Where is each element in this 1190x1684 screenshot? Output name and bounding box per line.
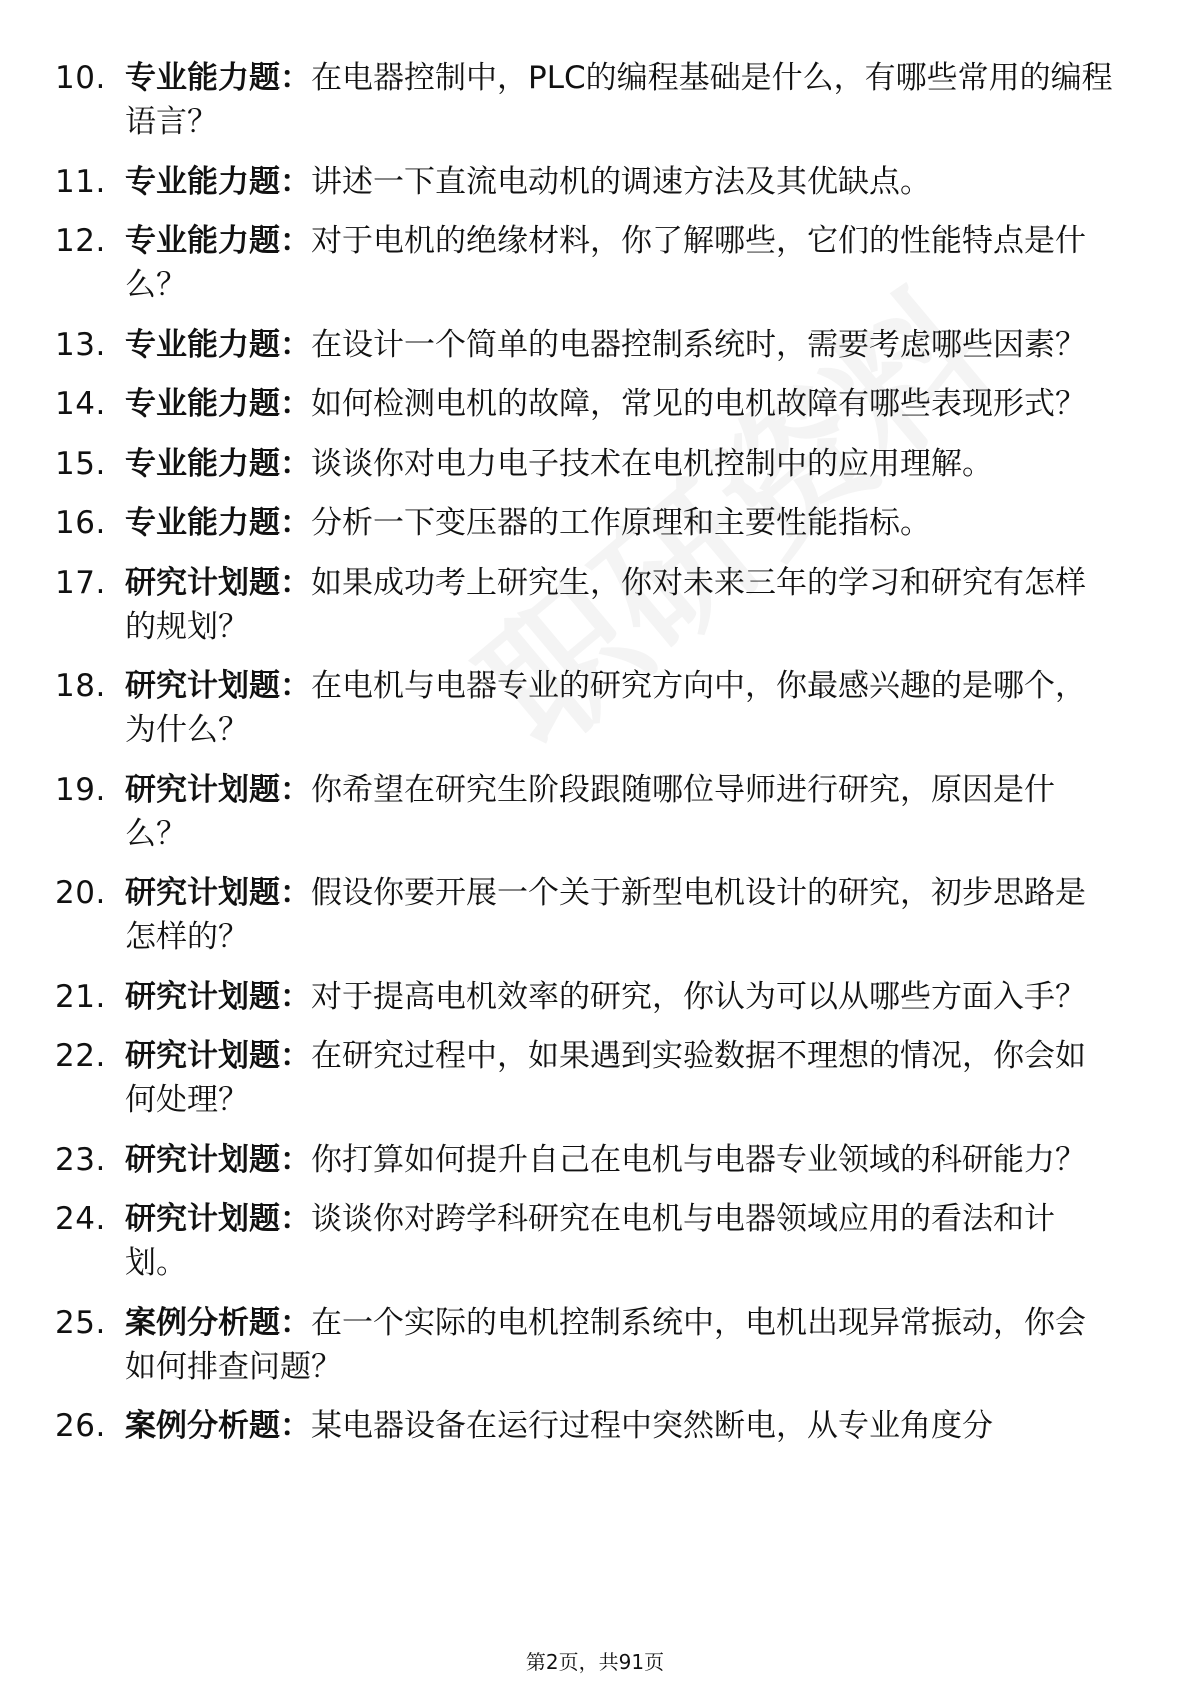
question-category: 研究计划题： bbox=[125, 875, 311, 911]
question-text: 在一个实际的电机控制系统中，电机出现异常振动，你会如何排查问题？ bbox=[125, 1304, 1086, 1385]
question-number: 14. bbox=[55, 386, 106, 422]
question-body bbox=[125, 442, 1115, 486]
question-text: 假设你要开展一个关于新型电机设计的研究，初步思路是怎样的？ bbox=[125, 875, 1086, 955]
question-category: 研究计划题： bbox=[125, 1201, 311, 1237]
question-text: 在研究过程中，如果遇到实验数据不理想的情况，你会如何处理？ bbox=[125, 1038, 1086, 1118]
question-category: 专业能力题： bbox=[125, 60, 311, 96]
question-category: 研究计划题： bbox=[125, 978, 311, 1015]
question-body bbox=[125, 871, 1115, 959]
question-text: 对于电机的绝缘材料，你了解哪些，它们的性能特点是什么？ bbox=[125, 223, 1086, 303]
question-text: 如果成功考上研究生，你对未来三年的学习和研究有怎样的规划？ bbox=[125, 564, 1086, 645]
question-body bbox=[125, 664, 1115, 752]
list-item bbox=[55, 219, 1115, 307]
list-item bbox=[55, 664, 1115, 752]
question-category: 研究计划题： bbox=[125, 564, 311, 601]
question-category: 案例分析题： bbox=[125, 1304, 311, 1341]
question-number: 20. bbox=[55, 875, 106, 911]
question-list bbox=[55, 56, 1115, 1464]
question-body bbox=[125, 1034, 1115, 1122]
list-item bbox=[55, 56, 1115, 144]
list-item bbox=[55, 975, 1115, 1019]
list-item bbox=[55, 1404, 1115, 1448]
question-text: 谈谈你对电力电子技术在电机控制中的应用理解。 bbox=[311, 445, 993, 482]
list-item bbox=[55, 1034, 1115, 1122]
question-text: 你希望在研究生阶段跟随哪位导师进行研究，原因是什么？ bbox=[125, 771, 1055, 852]
question-body bbox=[125, 1301, 1115, 1389]
question-category: 案例分析题： bbox=[125, 1408, 311, 1444]
question-text: 如何检测电机的故障，常见的电机故障有哪些表现形式？ bbox=[311, 386, 1086, 422]
question-body bbox=[125, 1197, 1115, 1285]
question-body bbox=[125, 1138, 1115, 1182]
question-number: 18. bbox=[55, 668, 106, 704]
list-item bbox=[55, 768, 1115, 856]
question-number: 17. bbox=[55, 564, 106, 601]
question-body bbox=[125, 975, 1115, 1019]
question-category: 专业能力题： bbox=[125, 163, 311, 200]
question-number: 12. bbox=[55, 223, 106, 259]
list-item bbox=[55, 382, 1115, 426]
question-category: 专业能力题： bbox=[125, 223, 311, 259]
question-number: 16. bbox=[55, 505, 106, 541]
question-number: 15. bbox=[55, 445, 106, 482]
question-number: 25. bbox=[55, 1304, 106, 1341]
list-item bbox=[55, 1138, 1115, 1182]
question-body bbox=[125, 561, 1115, 649]
question-category: 专业能力题： bbox=[125, 445, 311, 482]
question-number: 22. bbox=[55, 1038, 106, 1074]
question-text: 对于提高电机效率的研究，你认为可以从哪些方面入手？ bbox=[311, 978, 1086, 1015]
list-item bbox=[55, 442, 1115, 486]
question-category: 研究计划题： bbox=[125, 771, 311, 808]
question-text: 某电器设备在运行过程中突然断电，从专业角度分 bbox=[311, 1408, 993, 1444]
question-category: 专业能力题： bbox=[125, 326, 311, 363]
question-body bbox=[125, 56, 1115, 144]
list-item bbox=[55, 323, 1115, 367]
question-body bbox=[125, 219, 1115, 307]
question-body bbox=[125, 382, 1115, 426]
question-body bbox=[125, 768, 1115, 856]
question-text: 分析一下变压器的工作原理和主要性能指标。 bbox=[311, 505, 931, 541]
question-category: 专业能力题： bbox=[125, 386, 311, 422]
question-category: 研究计划题： bbox=[125, 1038, 311, 1074]
question-body bbox=[125, 1404, 1115, 1448]
question-number: 26. bbox=[55, 1408, 106, 1444]
question-text: 谈谈你对跨学科研究在电机与电器领域应用的看法和计划。 bbox=[125, 1201, 1055, 1281]
question-body bbox=[125, 501, 1115, 545]
question-number: 21. bbox=[55, 978, 106, 1015]
question-text: 你打算如何提升自己在电机与电器专业领域的科研能力？ bbox=[311, 1141, 1086, 1178]
question-body bbox=[125, 160, 1115, 204]
list-item bbox=[55, 1197, 1115, 1285]
question-text: 在设计一个简单的电器控制系统时，需要考虑哪些因素？ bbox=[311, 326, 1086, 363]
question-category: 专业能力题： bbox=[125, 505, 311, 541]
question-number: 19. bbox=[55, 771, 106, 808]
question-number: 24. bbox=[55, 1201, 106, 1237]
question-text: 在电器控制中，PLC的编程基础是什么，有哪些常用的编程语言？ bbox=[125, 60, 1113, 140]
question-category: 研究计划题： bbox=[125, 668, 311, 704]
question-number: 23. bbox=[55, 1141, 106, 1178]
list-item bbox=[55, 501, 1115, 545]
list-item bbox=[55, 1301, 1115, 1389]
question-number: 10. bbox=[55, 60, 106, 96]
list-item bbox=[55, 871, 1115, 959]
question-category: 研究计划题： bbox=[125, 1141, 311, 1178]
question-text: 在电机与电器专业的研究方向中，你最感兴趣的是哪个，为什么？ bbox=[125, 668, 1086, 748]
question-body bbox=[125, 323, 1115, 367]
page-footer: 第2页，共91页 bbox=[525, 1650, 665, 1674]
list-item bbox=[55, 160, 1115, 204]
question-number: 13. bbox=[55, 326, 106, 363]
question-text: 讲述一下直流电动机的调速方法及其优缺点。 bbox=[311, 163, 931, 200]
list-item bbox=[55, 561, 1115, 649]
question-number: 11. bbox=[55, 163, 106, 200]
